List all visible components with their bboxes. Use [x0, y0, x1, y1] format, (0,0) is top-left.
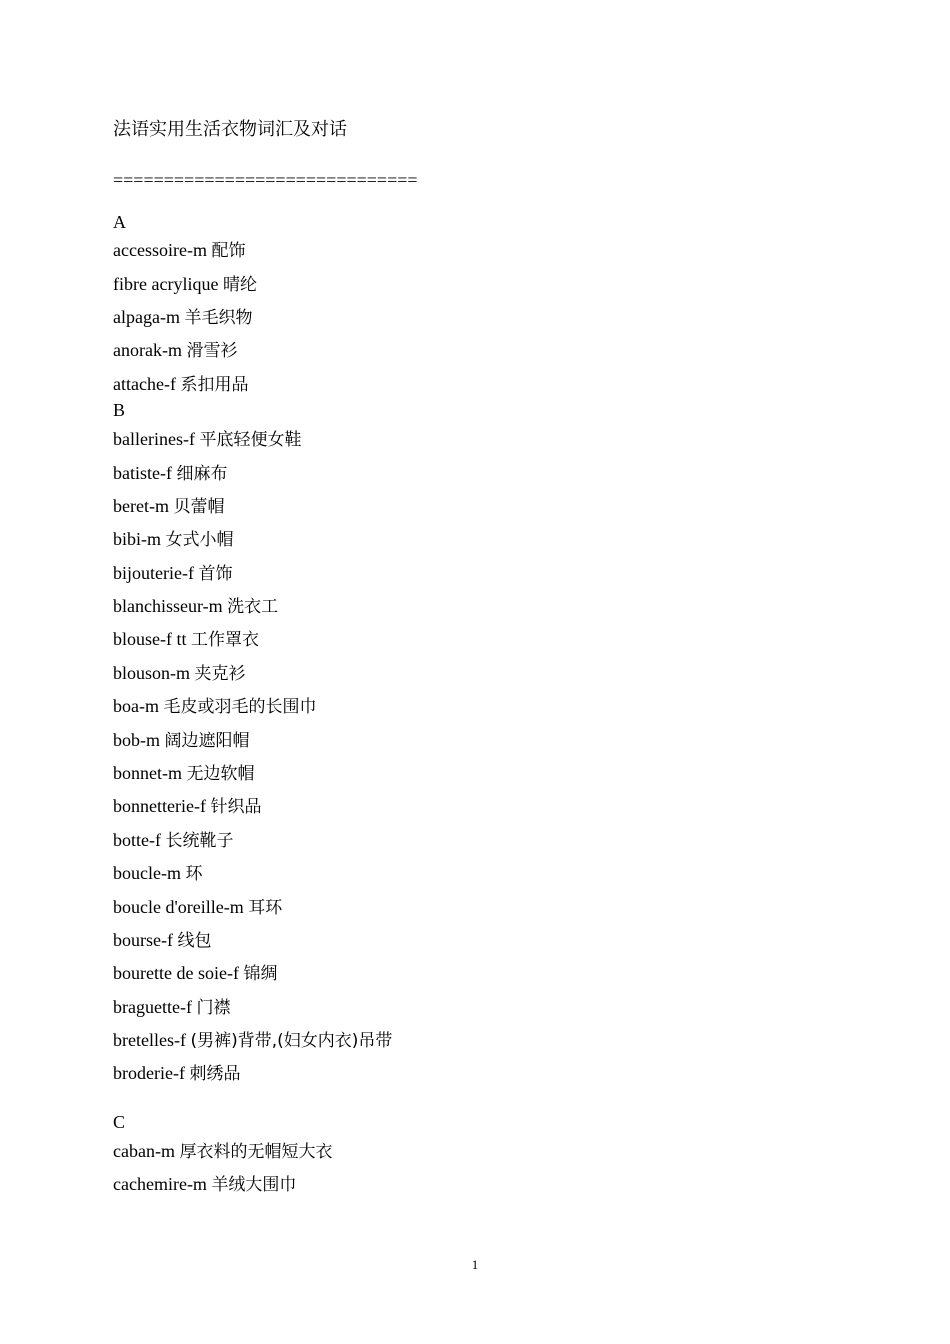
- entry-meaning: 羊毛织物: [184, 308, 253, 328]
- entry-meaning: 长统靴子: [165, 831, 234, 851]
- entry-term: botte-f: [113, 830, 161, 850]
- entry-term: blouson-m: [113, 663, 191, 683]
- glossary-entry: [113, 661, 246, 686]
- glossary-entry: [113, 828, 233, 853]
- entry-meaning: 羊绒大围巾: [211, 1175, 297, 1195]
- entry-meaning: 配饰: [211, 241, 246, 261]
- entry-term: bibi-m: [113, 529, 161, 549]
- entry-meaning: 细麻布: [176, 464, 228, 484]
- page-title: 法语实用生活衣物词汇及对话: [113, 119, 347, 139]
- glossary-entry: [113, 272, 257, 297]
- glossary-entry: [113, 372, 248, 397]
- section-letter: C: [113, 1112, 126, 1132]
- glossary-entry: [113, 427, 301, 452]
- entry-meaning: 厚衣料的无帽短大衣: [179, 1142, 333, 1162]
- entry-term: fibre acrylique: [113, 274, 219, 294]
- entry-term: blouse-f tt: [113, 629, 187, 649]
- entry-term: alpaga-m: [113, 307, 180, 327]
- glossary-entry: [113, 728, 250, 753]
- glossary-entry: [113, 461, 227, 486]
- entry-meaning: 阔边遮阳帽: [164, 731, 250, 751]
- entry-meaning: 女式小帽: [165, 530, 234, 550]
- glossary-entry: [113, 627, 259, 652]
- entry-meaning: 门襟: [196, 998, 231, 1018]
- separator-line: ==============================: [113, 170, 418, 190]
- entry-term: anorak-m: [113, 340, 182, 360]
- glossary-entry: [113, 561, 232, 586]
- entry-term: boucle-m: [113, 863, 181, 883]
- entry-term: cachemire-m: [113, 1174, 207, 1194]
- entry-term: bob-m: [113, 730, 160, 750]
- entry-term: boucle d'oreille-m: [113, 897, 244, 917]
- glossary-entry: [113, 961, 277, 986]
- entry-meaning: 耳环: [248, 898, 283, 918]
- entry-term: bourse-f: [113, 930, 173, 950]
- entry-meaning: 首饰: [198, 564, 233, 584]
- entry-meaning: 毛皮或羽毛的长围巾: [163, 697, 317, 717]
- glossary-entry: [113, 527, 234, 552]
- entry-term: braguette-f: [113, 997, 192, 1017]
- entry-meaning: (男裤)背带,(妇女内衣)吊带: [190, 1031, 393, 1051]
- glossary-entry: [113, 895, 282, 920]
- glossary-entry: [113, 694, 316, 719]
- glossary-entry: [113, 594, 278, 619]
- glossary-entry: [113, 794, 261, 819]
- entry-meaning: 刺绣品: [189, 1064, 241, 1084]
- entry-term: ballerines-f: [113, 429, 195, 449]
- glossary-entry: [113, 1061, 240, 1086]
- entry-term: bijouterie-f: [113, 563, 194, 583]
- entry-meaning: 晴纶: [222, 275, 257, 295]
- entry-term: boa-m: [113, 696, 159, 716]
- entry-term: bonnet-m: [113, 763, 182, 783]
- glossary-entry: [113, 861, 202, 886]
- entry-term: accessoire-m: [113, 240, 207, 260]
- entry-term: broderie-f: [113, 1063, 185, 1083]
- entry-meaning: 系扣用品: [180, 375, 249, 395]
- entry-meaning: 夹克衫: [194, 664, 246, 684]
- entry-meaning: 滑雪衫: [186, 341, 238, 361]
- entry-term: attache-f: [113, 374, 176, 394]
- entry-meaning: 洗衣工: [227, 597, 279, 617]
- entry-meaning: 平底轻便女鞋: [199, 430, 302, 450]
- entry-meaning: 贝蕾帽: [173, 497, 225, 517]
- glossary-entry: [113, 305, 252, 330]
- entry-term: beret-m: [113, 496, 169, 516]
- entry-meaning: 线包: [177, 931, 212, 951]
- entry-term: caban-m: [113, 1141, 175, 1161]
- entry-meaning: 环: [185, 864, 203, 884]
- entry-term: bretelles-f: [113, 1030, 186, 1050]
- entry-meaning: 工作罩衣: [191, 630, 259, 650]
- entry-meaning: 无边软帽: [186, 764, 255, 784]
- glossary-entry: [113, 238, 245, 263]
- glossary-entry: [113, 1139, 332, 1164]
- entry-term: batiste-f: [113, 463, 172, 483]
- page-number: 1: [471, 1257, 479, 1272]
- entry-meaning: 针织品: [210, 797, 262, 817]
- section-letter: A: [113, 212, 126, 232]
- entry-meaning: 锦绸: [243, 964, 278, 984]
- glossary-entry: [113, 995, 230, 1020]
- glossary-entry: [113, 1028, 392, 1053]
- glossary-entry: [113, 761, 255, 786]
- glossary-entry: [113, 1172, 296, 1197]
- entry-term: bonnetterie-f: [113, 796, 206, 816]
- glossary-entry: [113, 928, 211, 953]
- glossary-entry: [113, 338, 237, 363]
- entry-term: bourette de soie-f: [113, 963, 239, 983]
- entry-term: blanchisseur-m: [113, 596, 223, 616]
- section-letter: B: [113, 400, 126, 420]
- glossary-entry: [113, 494, 224, 519]
